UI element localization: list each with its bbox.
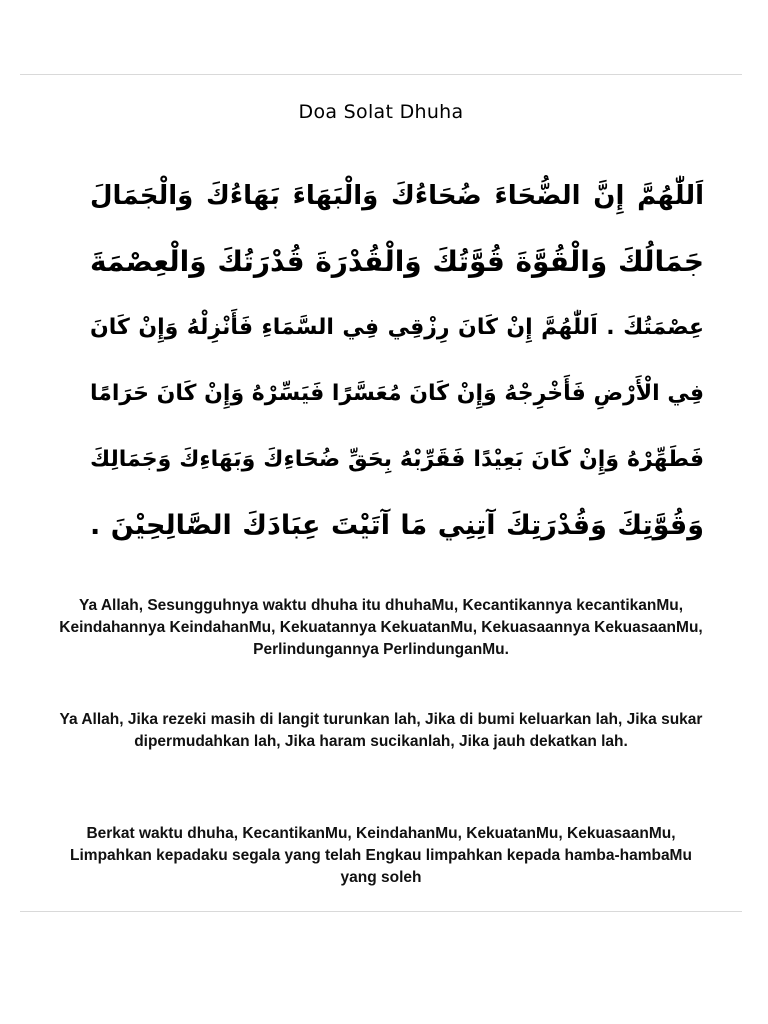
document-title: Doa Solat Dhuha (298, 101, 464, 123)
arabic-line: فَطَهِّرْهُ وَإِنْ كَانَ بَعِيْدًا فَقَرِّبْهُ بِحَقِّ ضُحَاءِكَ وَبَهَاءِكَ وَجَمَالِكَ (90, 447, 704, 472)
translation-paragraph-1: Ya Allah, Sesungguhnya waktu dhuha itu dhuhaMu, Kecantikannya kecantikanMu, Keindahannya KeindahanMu, Kekuatannya KekuatanMu, Kekuasaannya KekuasaanMu, Perlindungannya PerlindunganMu. (59, 597, 703, 658)
translation-paragraph-2: Ya Allah, Jika rezeki masih di langit turunkan lah, Jika di bumi keluarkan lah, Jika sukar dipermudahkan lah, Jika haram sucikanlah, Jika jauh dekatkan lah. (59, 711, 703, 750)
arabic-line: فِي الْأَرْضِ فَأَخْرِجْهُ وَإِنْ كَانَ مُعَسَّرًا فَيَسِّرْهُ وَإِنْ كَانَ حَرَامًا (90, 381, 704, 406)
arabic-line: وَقُوَّتِكَ وَقُدْرَتِكَ آتِنِي مَا آتَيْتَ عِبَادَكَ الصَّالِحِيْنَ . (90, 510, 704, 541)
arabic-line: جَمَالُكَ وَالْقُوَّةَ قُوَّتُكَ وَالْقُدْرَةَ قُدْرَتُكَ وَالْعِصْمَةَ (90, 245, 704, 278)
arabic-prayer-text (90, 163, 704, 559)
arabic-line: اَللّٰهُمَّ إِنَّ الضُّحَاءَ ضُحَاءُكَ وَالْبَهَاءَ بَهَاءُكَ وَالْجَمَالَ (90, 181, 704, 211)
translation-paragraph-3: Berkat waktu dhuha, KecantikanMu, KeindahanMu, KekuatanMu, KekuasaanMu, Limpahkan kepadaku segala yang telah Engkau limpahkan kepada hamba-hambaMu yang soleh (70, 825, 692, 886)
document-page (20, 74, 742, 912)
arabic-line: عِصْمَتُكَ . اَللّٰهُمَّ إِنْ كَانَ رِزْقِي فِي السَّمَاءِ فَأَنْزِلْهُ وَإِنْ كَانَ (90, 315, 704, 340)
